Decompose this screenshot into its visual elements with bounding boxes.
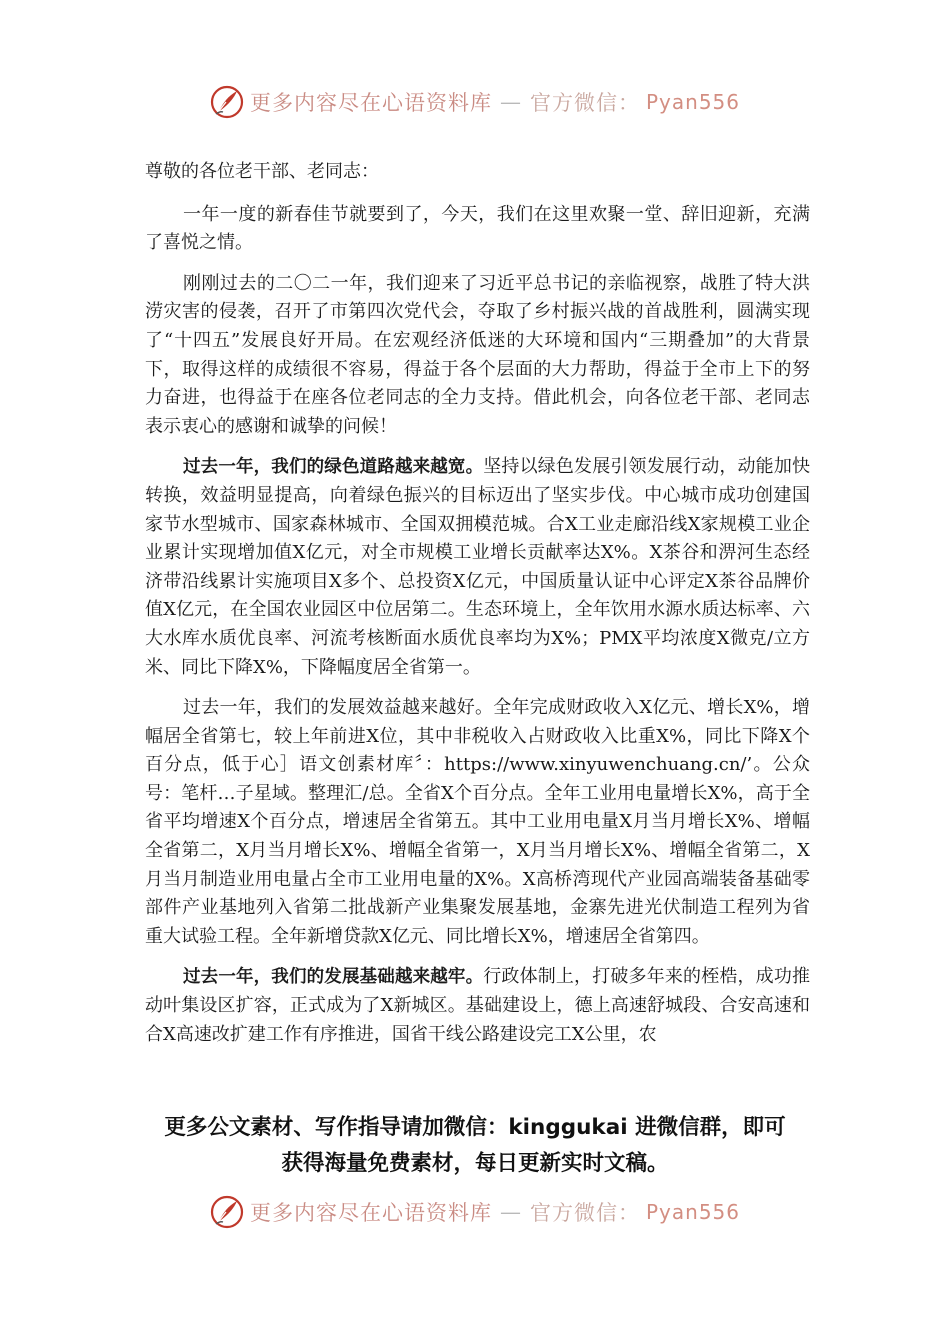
paragraph-text: 一年一度的新春佳节就要到了，今天，我们在这里欢聚一堂、辞旧迎新，充满了喜悦之情。 bbox=[145, 203, 810, 254]
paragraph-text: 过去一年，我们的发展效益越来越好。全年完成财政收入X亿元、增长X%，增幅居全省第七，较上年前进X位，其中非税收入占财政收入比重X%，同比下降X个百分点，低于心］语文创素材库〞：https://www.xinyuwenchuang.cn/’。公众号：笔杆…子星域。整理汇/总。全省X个百分点。全年工业用电量增长X%，高于全省平均增速X个百分点，增速居全省第五。其中工业用电量X月当月增长X%、增幅全省第二，X月当月增长X%、增幅全省第一，X月当月增长X%、增幅全省第二，X月当月制造业用电量占全市工业用电量的X%。X高桥湾现代产业园高端装备基础零部件产业基地列入省第二批战新产业集聚发展基地，金寨先进光伏制造工程列为省重大试验工程。全年新增贷款X亿元、同比增长X%，增速居全省第四。 bbox=[145, 697, 810, 947]
letter-body bbox=[145, 158, 810, 1049]
banner-dash: — bbox=[499, 1200, 522, 1224]
promo-line-2: 获得海量免费素材，每日更新实时文稿。 bbox=[281, 1151, 669, 1176]
banner-wechat-id: Pyan556 bbox=[645, 1200, 740, 1224]
promo-note bbox=[0, 1110, 950, 1182]
banner-wechat-label: 官方微信： bbox=[529, 1201, 640, 1225]
paragraph-2 bbox=[145, 270, 810, 442]
banner-dash: — bbox=[499, 90, 522, 114]
paragraph-5 bbox=[145, 963, 810, 1049]
banner-wechat-label: 官方微信： bbox=[529, 91, 640, 115]
paragraph-text: 行政体制上，打破多年来的桎梏，成功推动叶集设区扩容，正式成为了X新城区。基础建设上，德上高速舒城段、合安高速和合X高速改扩建工作有序推进，国省干线公路建设完工X公里，农 bbox=[145, 966, 810, 1045]
quill-logo-icon bbox=[210, 1195, 244, 1229]
quill-logo-icon bbox=[210, 85, 244, 119]
banner-title: 更多内容尽在心语资料库 bbox=[249, 1201, 492, 1225]
salutation: 尊敬的各位老干部、老同志： bbox=[145, 161, 379, 182]
paragraph-lead: 过去一年，我们的绿色道路越来越宽。 bbox=[183, 457, 484, 478]
paragraph-lead: 过去一年，我们的发展基础越来越牢。 bbox=[183, 967, 484, 988]
paragraph-3 bbox=[145, 453, 810, 682]
banner-title: 更多内容尽在心语资料库 bbox=[249, 91, 492, 115]
banner-wechat-id: Pyan556 bbox=[645, 90, 740, 114]
promo-line-1: 更多公文素材、写作指导请加微信：kinggukai 进微信群，即可 bbox=[164, 1115, 786, 1140]
paragraph-text: 刚刚过去的二〇二一年，我们迎来了习近平总书记的亲临视察，战胜了特大洪涝灾害的侵袭，召开了市第四次党代会，夺取了乡村振兴战的首战胜利，圆满实现了“十四五”发展良好开局。在宏观经济低迷的大环境和国内“三期叠加”的大背景下，取得这样的成绩很不容易，得益于各个层面的大力帮助，得益于全市上下的努力奋进，也得益于在座各位老同志的全力支持。借此机会，向各位老干部、老同志表示衷心的感谢和诚挚的问候！ bbox=[145, 272, 810, 437]
header-banner bbox=[0, 80, 950, 124]
paragraph-1 bbox=[145, 201, 810, 258]
footer-banner bbox=[0, 1190, 950, 1234]
paragraph-4 bbox=[145, 694, 810, 951]
paragraph-text: 坚持以绿色发展引领发展行动，动能加快转换，效益明显提高，向着绿色振兴的目标迈出了坚实步伐。中心城市成功创建国家节水型城市、国家森林城市、全国双拥模范城。合X工业走廊沿线X家规模工业企业累计实现增加值X亿元，对全市规模工业增长贡献率达X%。X茶谷和淠河生态经济带沿线累计实施项目X多个、总投资X亿元，中国质量认证中心评定X茶谷品牌价值X亿元，在全国农业园区中位居第二。生态环境上，全年饮用水源水质达标率、六大水库水质优良率、河流考核断面水质优良率均为X%；PMX平均浓度X微克/立方米、同比下降X%，下降幅度居全省第一。 bbox=[145, 456, 810, 678]
